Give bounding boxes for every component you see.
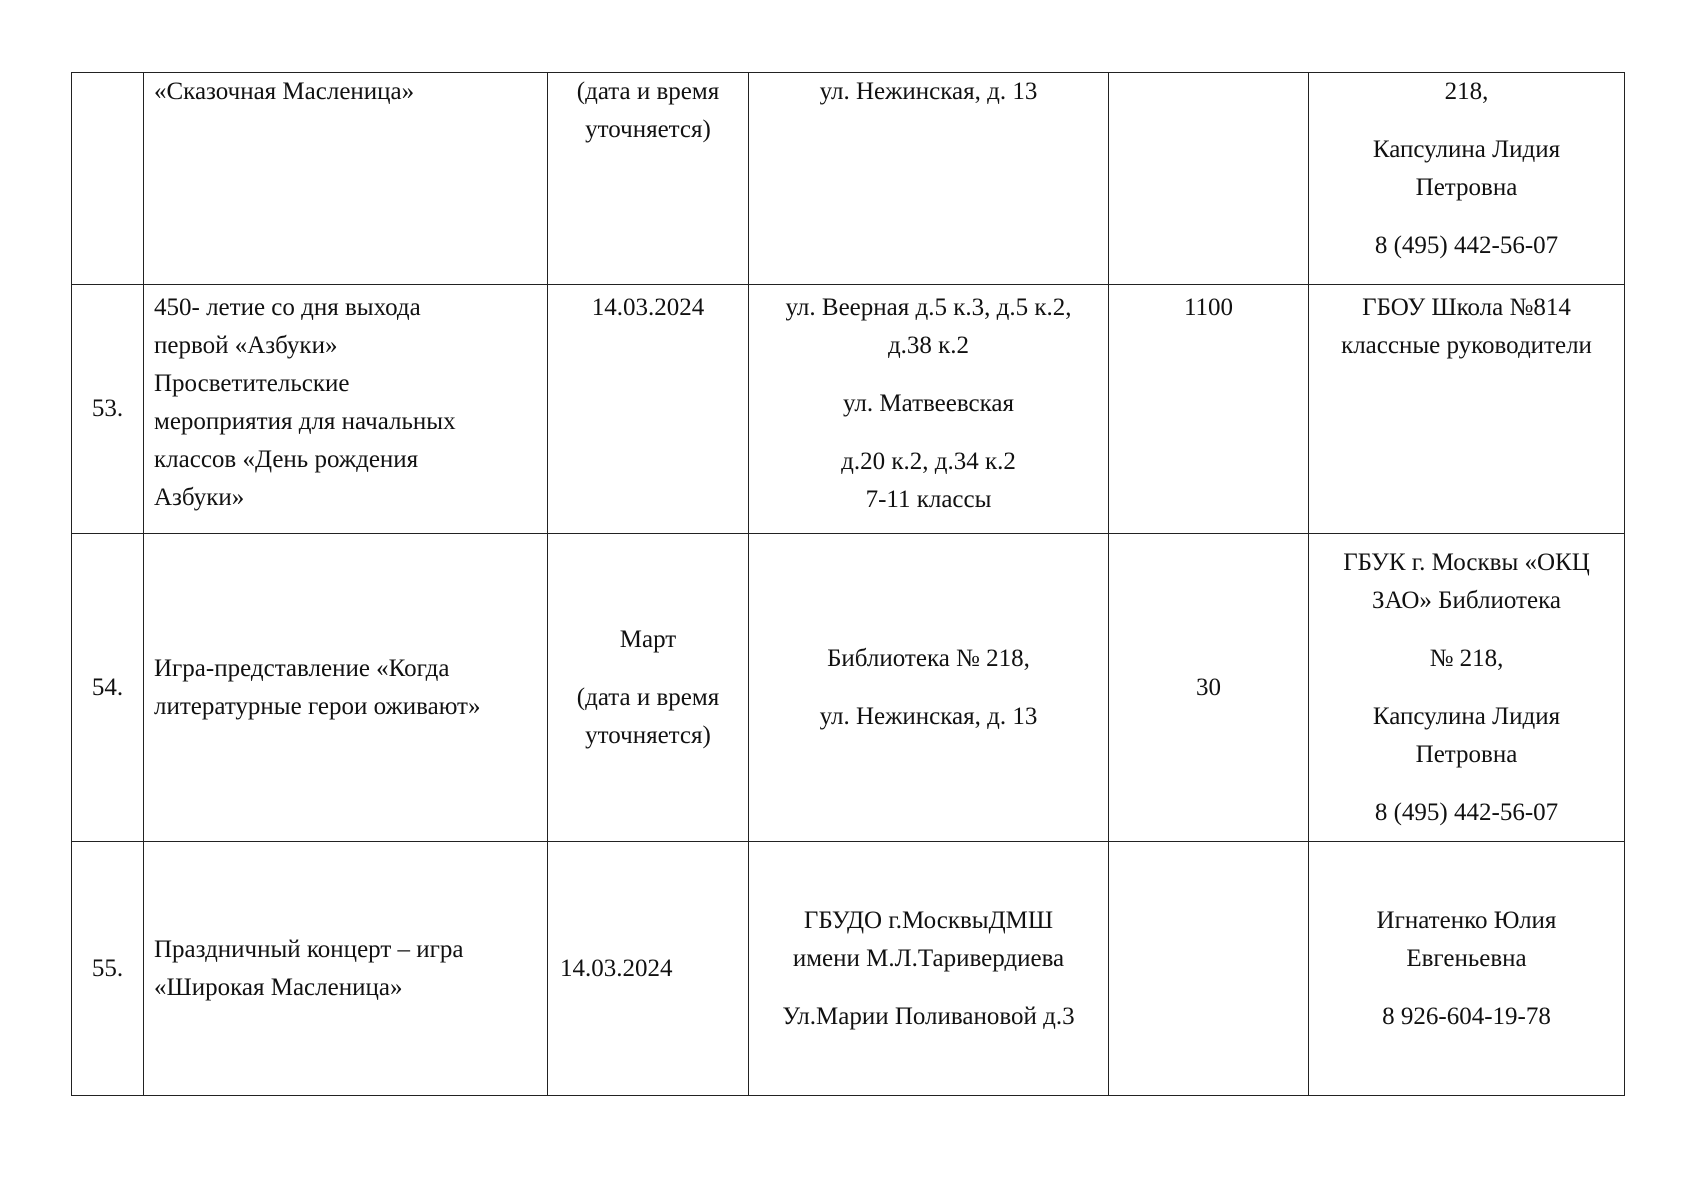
organizer-line: 8 (495) 442-56-07	[1374, 798, 1559, 826]
event-place-line: имени М.Л.Таривердиева	[792, 944, 1065, 972]
organizer-line: 218,	[1444, 78, 1489, 105]
participants-cell	[1109, 842, 1309, 1096]
event-place-line: ул. Матвеевская	[843, 390, 1014, 417]
event-date-line: Март	[619, 625, 677, 653]
event-date-line: (дата и время	[576, 78, 720, 105]
table-row	[72, 842, 1625, 1096]
participants-cell	[1109, 285, 1309, 534]
organizer-line: № 218,	[1429, 644, 1504, 672]
event-title-cell	[144, 534, 548, 842]
event-date-line: (дата и время	[576, 683, 720, 711]
event-date-line: уточняется)	[585, 116, 711, 143]
event-title-line: литературные герои оживают»	[154, 692, 481, 720]
organizer-line: классные руководители	[1341, 332, 1592, 359]
event-place-line: ул. Веерная д.5 к.3, д.5 к.2,	[785, 294, 1072, 321]
organizer-line: ГБУК г. Москвы «ОКЦ	[1343, 548, 1590, 576]
participants-count: 30	[1196, 673, 1221, 701]
event-place-line: ул. Нежинская, д. 13	[819, 702, 1038, 730]
event-title-line: Праздничный концерт – игра	[154, 935, 464, 963]
row-number: 53.	[91, 395, 124, 422]
event-date-line: 14.03.2024	[560, 954, 673, 982]
event-title-line: 450- летие со дня выхода	[154, 294, 421, 321]
organizer-cell	[1309, 534, 1625, 842]
event-date-cell	[548, 534, 749, 842]
event-title-cell	[144, 842, 548, 1096]
event-title-cell	[144, 73, 548, 285]
organizer-line: Игнатенко Юлия	[1376, 906, 1557, 934]
organizer-line: Евгеньевна	[1406, 944, 1527, 972]
event-place-line: д.20 к.2, д.34 к.2	[841, 448, 1016, 475]
event-place-line: Ул.Марии Поливановой д.3	[782, 1002, 1075, 1030]
row-number-cell	[72, 285, 144, 534]
table-row	[72, 534, 1625, 842]
row-number-cell	[72, 842, 144, 1096]
event-date-cell	[548, 73, 749, 285]
event-date-cell	[548, 285, 749, 534]
event-title-line: первой «Азбуки»	[154, 332, 338, 359]
organizer-cell	[1309, 842, 1625, 1096]
row-number-cell	[72, 534, 144, 842]
organizer-line: 8 (495) 442-56-07	[1374, 232, 1559, 259]
event-place-cell	[749, 73, 1109, 285]
organizer-line: Петровна	[1415, 740, 1518, 768]
organizer-line: Капсулина Лидия	[1372, 702, 1561, 730]
event-place-line: ГБУДО г.МосквыДМШ	[803, 906, 1054, 934]
event-title-cell	[144, 285, 548, 534]
participants-cell	[1109, 534, 1309, 842]
event-place-cell	[749, 285, 1109, 534]
event-title-line: «Широкая Масленица»	[154, 973, 403, 1001]
event-place-line: ул. Нежинская, д. 13	[819, 78, 1038, 105]
event-title-line: Игра-представление «Когда	[154, 654, 450, 682]
participants-count: 1100	[1183, 294, 1234, 321]
event-place-line: д.38 к.2	[887, 332, 970, 359]
event-title-line: классов «День рождения	[154, 446, 419, 473]
event-title-line: Азбуки»	[154, 484, 245, 511]
event-date-line: 14.03.2024	[591, 294, 705, 321]
event-place-cell	[749, 842, 1109, 1096]
event-title-line: «Сказочная Масленица»	[154, 78, 415, 105]
event-place-cell	[749, 534, 1109, 842]
event-title-line: мероприятия для начальных	[154, 408, 456, 435]
organizer-line: ГБОУ Школа №814	[1362, 294, 1571, 321]
participants-cell	[1109, 73, 1309, 285]
organizer-line: Петровна	[1415, 174, 1518, 201]
event-date-line: уточняется)	[585, 721, 711, 749]
organizer-line: Капсулина Лидия	[1372, 136, 1561, 163]
organizer-line: ЗАО» Библиотека	[1372, 586, 1561, 614]
row-number: 55.	[91, 954, 124, 982]
organizer-cell	[1309, 73, 1625, 285]
events-table	[71, 72, 1625, 1096]
event-place-line: Библиотека № 218,	[827, 644, 1030, 672]
event-date-cell	[548, 842, 749, 1096]
organizer-cell	[1309, 285, 1625, 534]
row-number-cell	[72, 73, 144, 285]
table-row	[72, 285, 1625, 534]
row-number: 54.	[91, 673, 124, 701]
organizer-line: 8 926-604-19-78	[1382, 1002, 1551, 1030]
table-row	[72, 73, 1625, 285]
event-title-line: Просветительские	[154, 370, 350, 397]
event-place-line: 7-11 классы	[865, 486, 992, 513]
